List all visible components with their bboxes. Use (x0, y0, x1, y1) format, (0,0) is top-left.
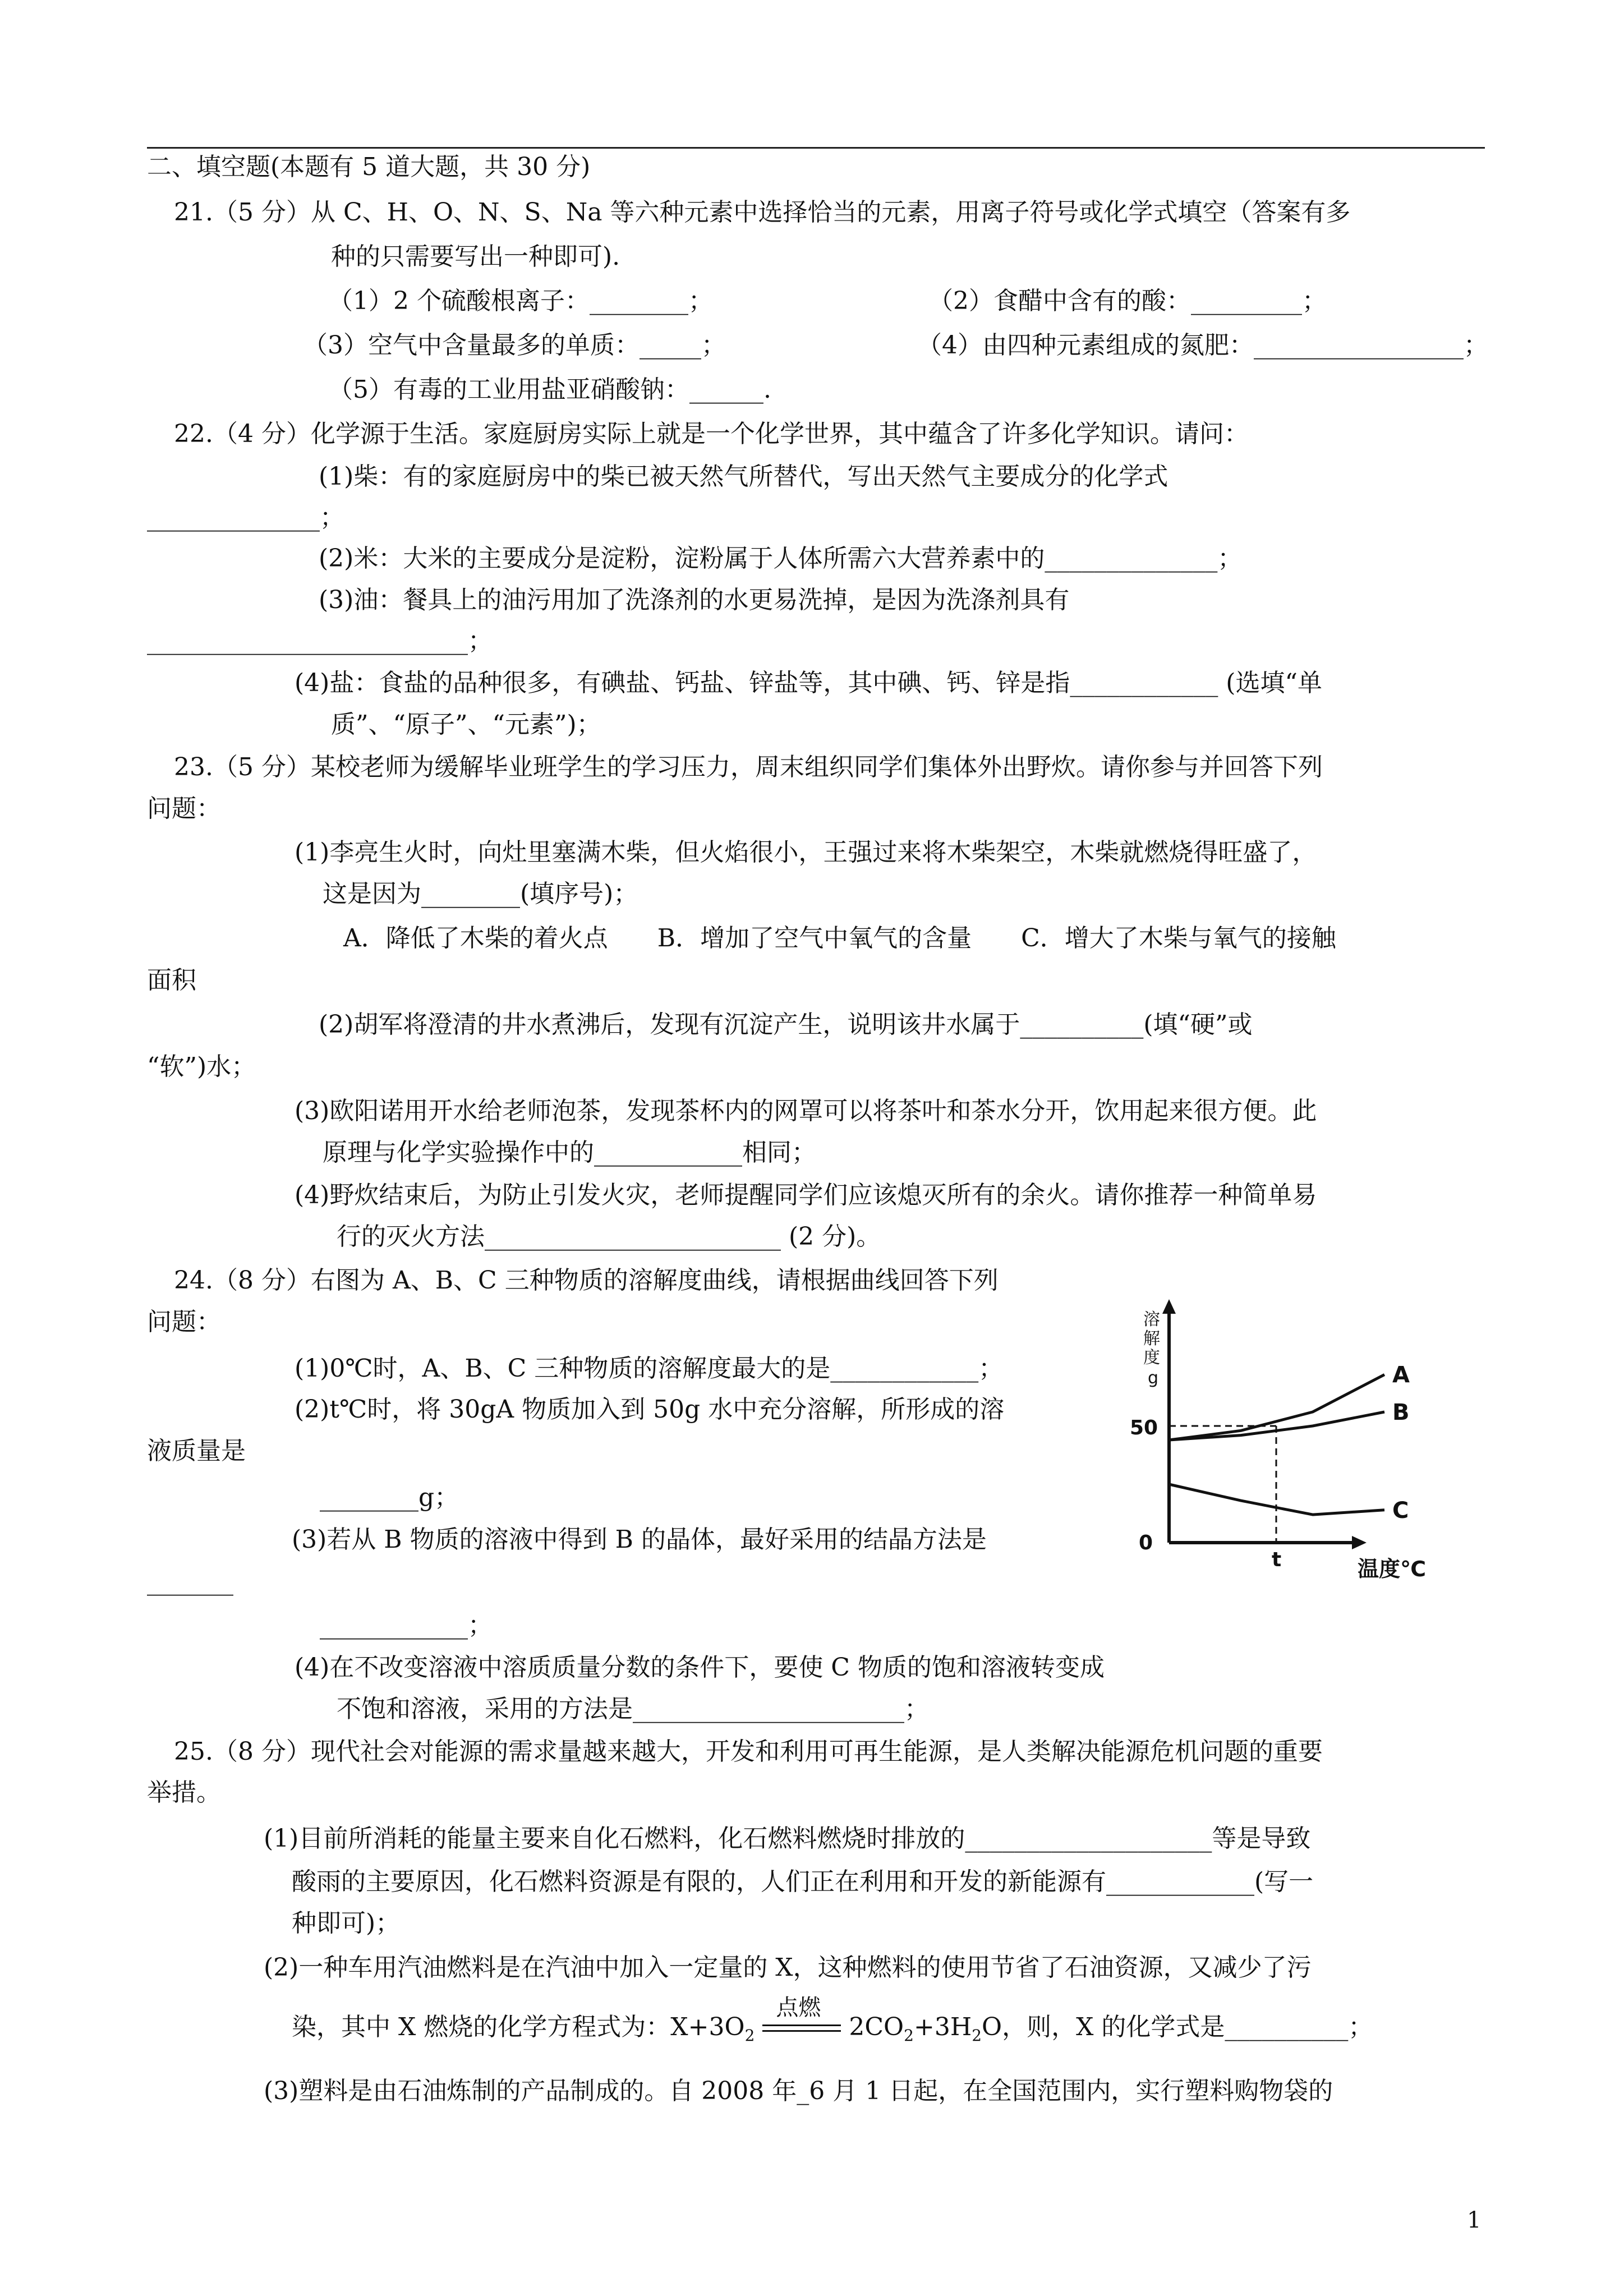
curve-label-a: A (1392, 1362, 1410, 1388)
q23-part2-cont: “软”)水； (147, 1052, 256, 1081)
q24-part1: (1)0℃时，A、B、C 三种物质的溶解度最大的是____________； (295, 1354, 1004, 1383)
q22-part4: (4)盐：食盐的品种很多，有碘盐、钙盐、锌盐等，其中碘、钙、锌是指____________ (选填“单 (295, 669, 1322, 697)
q25-part1-cont2: 种即可)； (292, 1909, 401, 1938)
y-label-char-1: 溶 (1143, 1310, 1160, 1329)
top-rule (147, 147, 1485, 149)
section-title: 二、填空题(本题有 5 道大题，共 30 分) (147, 153, 591, 181)
q25-part1: (1)目前所消耗的能量主要来自化石燃料，化石燃料燃烧时排放的____________________等是导致 (264, 1824, 1311, 1853)
q25-equation (292, 1994, 1373, 2053)
q23-stem-cont: 问题： (147, 794, 221, 823)
q23-stem: 23.（5 分）某校老师为缓解毕业班学生的学习压力，周末组织同学们集体外出野炊。请你参与并回答下列 (174, 753, 1323, 781)
x-axis-arrow (1352, 1536, 1367, 1549)
y-axis-arrow (1162, 1299, 1176, 1314)
equation-sub-h2o: 2 (972, 2026, 982, 2045)
equation-sub-co2: 2 (904, 2026, 914, 2045)
curve-label-c: C (1392, 1497, 1409, 1524)
equation-prefix: 染，其中 X 燃烧的化学方程式为：X+3O (292, 2013, 745, 2041)
q21-part2: （2）食醋中含有的酸：_________； (928, 287, 1327, 315)
equation-suffix: O，则，X 的化学式是__________； (982, 2013, 1373, 2041)
q21-part5: （5）有毒的工业用盐亚硝酸钠：______. (328, 375, 771, 404)
q25-part1-cont: 酸雨的主要原因，化石燃料资源是有限的，人们正在利用和开发的新能源有____________(写一 (292, 1867, 1314, 1896)
q21-part1: （1）2 个硫酸根离子：________； (328, 287, 713, 315)
q23-part2: (2)胡军将澄清的井水煮沸后，发现有沉淀产生，说明该井水属于__________(填“硬”或 (319, 1010, 1253, 1039)
q23-part1-cont: 这是因为________(填序号)； (323, 880, 638, 908)
equation-product-h2o: +3H (913, 2013, 972, 2041)
solubility-chart (1116, 1296, 1464, 1599)
q21-part4: （4）由四种元素组成的氮肥：_________________； (917, 331, 1488, 360)
q24-part3: (3)若从 B 物质的溶液中得到 B 的晶体，最好采用的结晶方法是 (292, 1525, 987, 1554)
q25-stem-cont: 举措。 (147, 1778, 221, 1807)
q23-part4-cont: 行的灭火方法________________________ (2 分)。 (337, 1222, 881, 1251)
q24-stem: 24.（8 分）右图为 A、B、C 三种物质的溶解度曲线，请根据曲线回答下列 (174, 1266, 999, 1295)
page-number: 1 (1467, 2207, 1482, 2233)
q24-part3-blank-b: ____________； (320, 1611, 493, 1640)
y-label-char-3: 度 (1143, 1348, 1160, 1368)
q22-part2: (2)米：大米的主要成分是淀粉，淀粉属于人体所需六大营养素中的______________； (319, 544, 1243, 573)
equation-sub-o2: 2 (744, 2026, 755, 2045)
q25-part2: (2)一种车用汽油燃料是在汽油中加入一定量的 X，这种燃料的使用节省了石油资源，又减少了污 (264, 1953, 1312, 1982)
q25-stem: 25.（8 分）现代社会对能源的需求量越来越大，开发和利用可再生能源，是人类解决能源危机问题的重要 (174, 1737, 1323, 1766)
x-tick-t: t (1272, 1548, 1282, 1571)
q24-part4: (4)在不改变溶液中溶质质量分数的条件下，要使 C 物质的饱和溶液转变成 (295, 1653, 1105, 1682)
q22-part3: (3)油：餐具上的油污用加了洗涤剂的水更易洗掉，是因为洗涤剂具有 (319, 586, 1070, 614)
q23-options-cont: 面积 (147, 966, 196, 995)
y-label-char-2: 解 (1143, 1329, 1160, 1349)
curve-label-b: B (1392, 1400, 1410, 1425)
q23-options: A．降低了木柴的着火点 B．增加了空气中氧气的含量 C．增大了木柴与氧气的接触 (343, 924, 1336, 953)
q21-part3: （3）空气中含量最多的单质：_____； (303, 331, 726, 360)
q23-part3: (3)欧阳诺用开水给老师泡茶，发现茶杯内的网罩可以将茶叶和茶水分开，饮用起来很方便。此 (295, 1097, 1317, 1125)
q24-part2: (2)t℃时，将 30gA 物质加入到 50g 水中充分溶解，所形成的溶 (295, 1395, 1005, 1424)
chart-curves (1169, 1363, 1410, 1524)
equation-product-co2: 2CO (849, 2013, 904, 2041)
q23-part4: (4)野炊结束后，为防止引发火灾，老师提醒同学们应该熄灭所有的余火。请你推荐一种简单易 (295, 1181, 1317, 1209)
q24-part2-blank: ________g； (320, 1483, 459, 1512)
q21-stem-cont: 种的只需要写出一种即可). (331, 242, 620, 271)
q23-part3-cont: 原理与化学实验操作中的____________相同； (323, 1138, 816, 1167)
y-tick-50: 50 (1130, 1416, 1158, 1439)
q21-stem: 21.（5 分）从 C、H、O、N、S、Na 等六种元素中选择恰当的元素，用离子符号或化学式填空（答案有多 (174, 198, 1351, 227)
q23-part1: (1)李亮生火时，向灶里塞满木柴，但火焰很小，王强过来将木柴架空，木柴就燃烧得旺盛了， (295, 838, 1317, 867)
q22-part3-blank: __________________________； (147, 627, 493, 655)
q24-part4-cont: 不饱和溶液，采用的方法是______________________； (337, 1695, 929, 1723)
reaction-arrow (762, 1994, 841, 2041)
q24-part2-cont: 液质量是 (147, 1437, 246, 1465)
q24-part3-blank-a: _______ (147, 1567, 233, 1596)
q25-part3: (3)塑料是由石油炼制的产品制成的。自 2008 年_6 月 1 日起，在全国范围内，实行塑料购物袋的 (264, 2077, 1333, 2105)
y-axis-label (1143, 1310, 1160, 1388)
y-label-char-4: g (1148, 1368, 1159, 1388)
q22-stem: 22.（4 分）化学源于生活。家庭厨房实际上就是一个化学世界，其中蕴含了许多化学知识。请问： (174, 420, 1249, 448)
q22-part1: (1)柴：有的家庭厨房中的柴已被天然气所替代，写出天然气主要成分的化学式 (319, 462, 1168, 491)
y-tick-0: 0 (1139, 1531, 1153, 1554)
q22-part1-blank: ______________； (147, 503, 344, 532)
reaction-condition: 点燃 (776, 1994, 821, 2021)
q24-stem-cont: 问题： (147, 1308, 221, 1336)
x-axis-label: 温度℃ (1358, 1557, 1427, 1581)
q22-part4-cont: 质”、“原子”、“元素”)； (331, 710, 601, 739)
